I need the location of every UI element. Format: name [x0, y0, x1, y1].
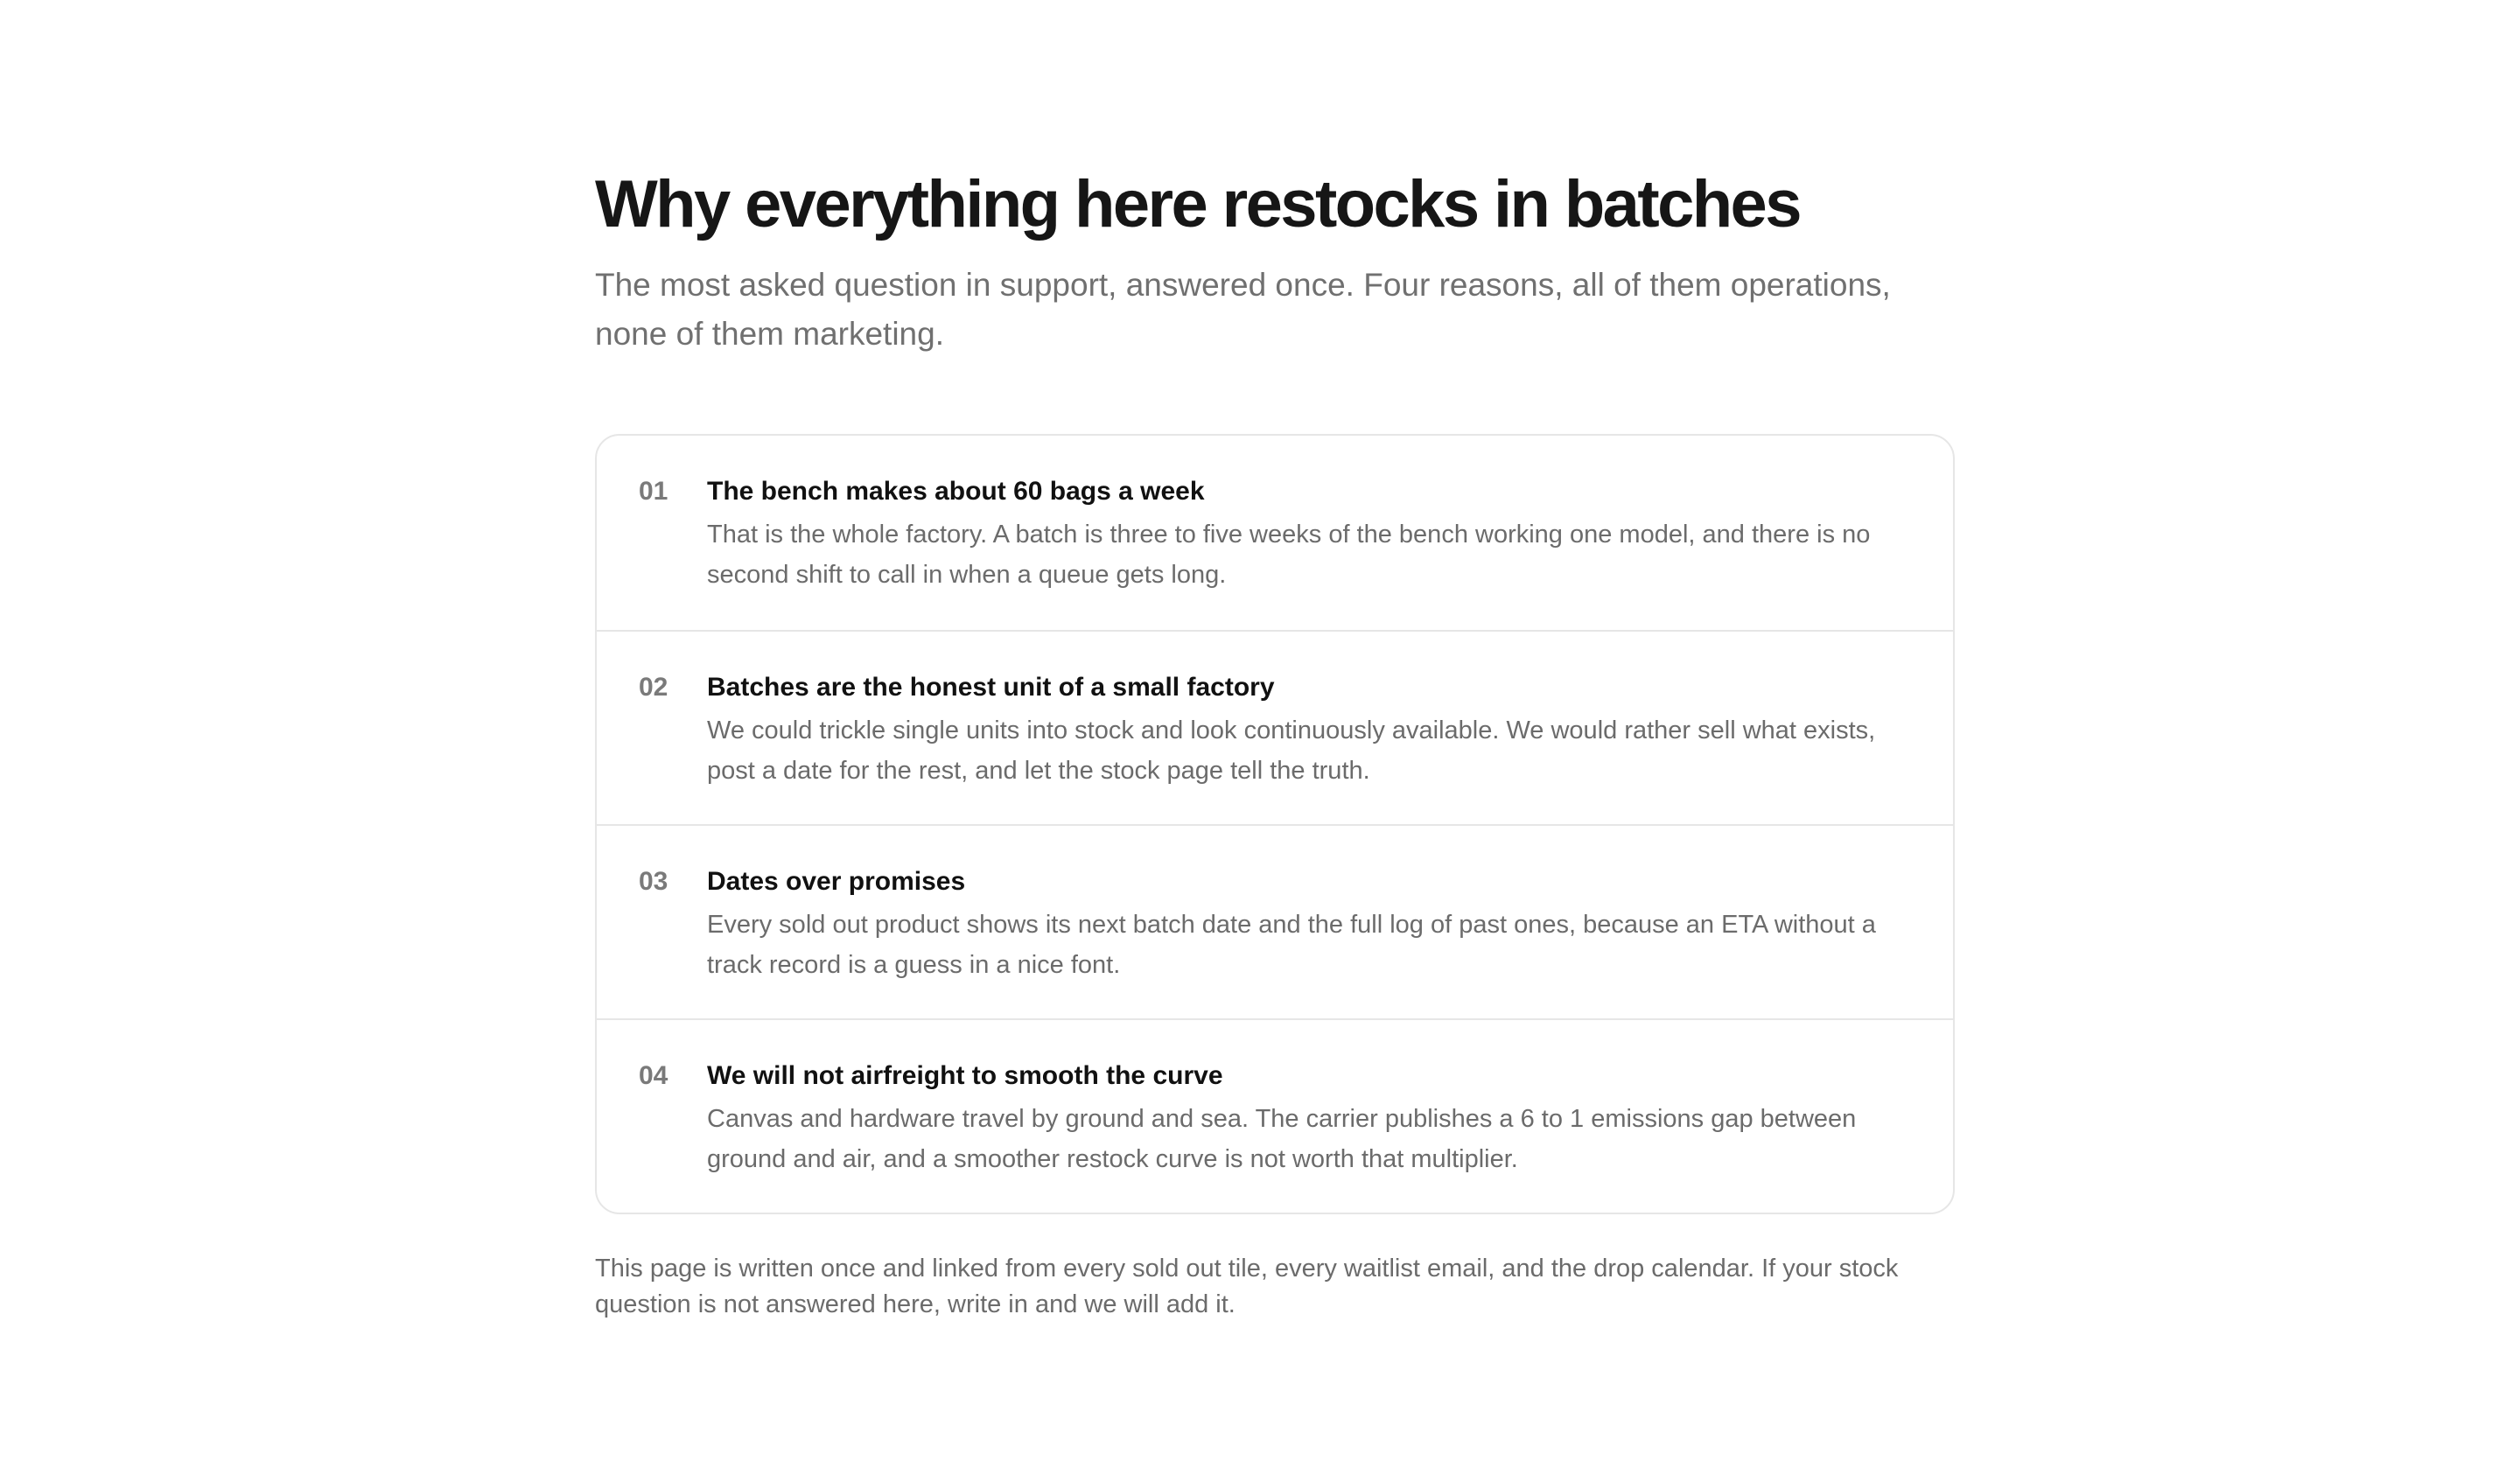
- reason-body: Every sold out product shows its next batch date and the full log of past ones, because an ETA without a track record is a guess in a nice font.: [707, 911, 1876, 979]
- reason-title: We will not airfreight to smooth the curve: [707, 1061, 1223, 1090]
- reason-body: We could trickle single units into stock and look continuously available. We would rather sell what exists, post a date for the rest, and let the stock page tell the truth.: [707, 717, 1876, 785]
- reason-item-1: [597, 436, 1953, 630]
- reason-item-4: [597, 1018, 1953, 1213]
- page-title: Why everything here restocks in batches: [595, 167, 1800, 241]
- reasons-card: [595, 434, 1955, 1214]
- reason-body: Canvas and hardware travel by ground and sea. The carrier publishes a 6 to 1 emissions gap between ground and air, and a smoother restock curve is not worth that multiplier.: [707, 1105, 1857, 1173]
- reason-item-2: [597, 630, 1953, 824]
- page-subtitle: The most asked question in support, answered once. Four reasons, all of them operations, none of them marketing.: [595, 267, 1891, 352]
- reason-title: The bench makes about 60 bags a week: [707, 477, 1205, 506]
- reason-number: 03: [639, 867, 668, 896]
- footnote: This page is written once and linked from every sold out tile, every waitlist email, and the drop calendar. If your stock question is not answered here, write in and we will add it.: [595, 1255, 1899, 1318]
- reason-number: 04: [639, 1061, 668, 1090]
- reason-number: 02: [639, 673, 668, 702]
- reason-body: That is the whole factory. A batch is three to five weeks of the bench working one model, and there is no second shift to call in when a queue gets long.: [707, 521, 1871, 589]
- page-content: [595, 166, 1953, 1323]
- reason-item-3: [597, 824, 1953, 1018]
- reason-number: 01: [639, 477, 668, 506]
- reason-title: Dates over promises: [707, 867, 966, 896]
- reason-title: Batches are the honest unit of a small factory: [707, 673, 1275, 702]
